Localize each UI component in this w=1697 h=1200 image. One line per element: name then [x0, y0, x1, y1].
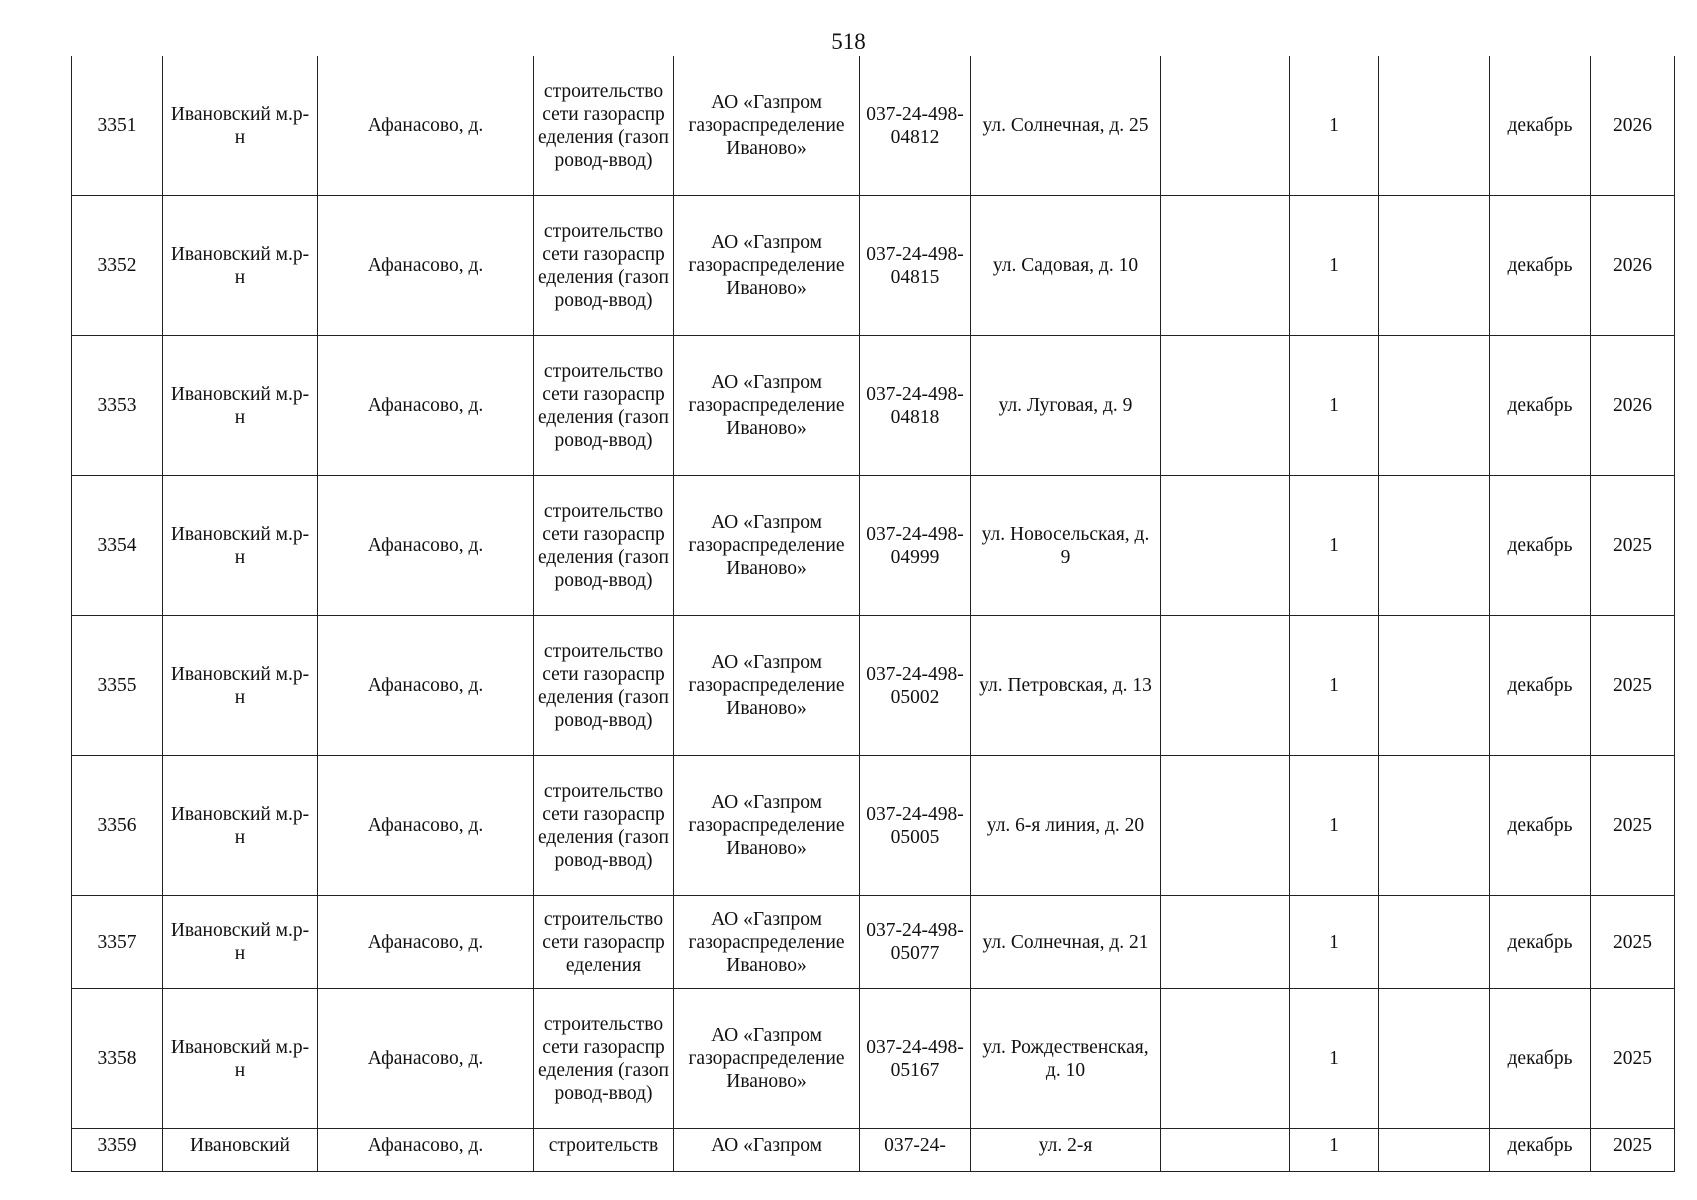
- cell-code: 037-24-498-04999: [860, 476, 971, 616]
- cell-district: Ивановский м.р-н: [163, 56, 318, 196]
- table-row: [72, 1129, 1675, 1172]
- cell-month: декабрь: [1490, 476, 1591, 616]
- cell-locality: Афанасово, д.: [318, 1129, 534, 1172]
- cell-year: 2025: [1591, 476, 1675, 616]
- table-row: [72, 896, 1675, 989]
- cell-locality: Афанасово, д.: [318, 196, 534, 336]
- cell-organization: АО «Газпром газораспределение Иваново»: [674, 896, 860, 989]
- cell-locality: Афанасово, д.: [318, 476, 534, 616]
- cell-number: 3353: [72, 336, 163, 476]
- cell-locality: Афанасово, д.: [318, 896, 534, 989]
- cell-organization: АО «Газпром газораспределение Иваново»: [674, 336, 860, 476]
- cell-work-type: строительство сети газораспределения (газопровод-ввод): [534, 616, 674, 756]
- cell-quantity: 1: [1290, 989, 1379, 1129]
- cell-empty: [1161, 196, 1290, 336]
- cell-month: декабрь: [1490, 616, 1591, 756]
- cell-quantity: 1: [1290, 616, 1379, 756]
- table-row: [72, 989, 1675, 1129]
- cell-empty: [1161, 616, 1290, 756]
- cell-work-type: строительство сети газораспределения: [534, 896, 674, 989]
- cell-organization: АО «Газпром газораспределение Иваново»: [674, 989, 860, 1129]
- cell-district: Ивановский м.р-н: [163, 989, 318, 1129]
- table-row: [72, 756, 1675, 896]
- cell-quantity: 1: [1290, 336, 1379, 476]
- cell-code: 037-24-498-05167: [860, 989, 971, 1129]
- cell-address: ул. Петровская, д. 13: [971, 616, 1161, 756]
- cell-year: 2026: [1591, 336, 1675, 476]
- page-number: 518: [831, 29, 866, 54]
- cell-month: декабрь: [1490, 756, 1591, 896]
- cell-empty: [1161, 476, 1290, 616]
- data-table: [71, 56, 1675, 1172]
- cell-empty: [1379, 616, 1490, 756]
- cell-code: 037-24-498-05005: [860, 756, 971, 896]
- cell-district: Ивановский: [163, 1129, 318, 1172]
- cell-locality: Афанасово, д.: [318, 989, 534, 1129]
- cell-empty: [1379, 1129, 1490, 1172]
- cell-empty: [1379, 896, 1490, 989]
- cell-empty: [1379, 756, 1490, 896]
- cell-address: ул. 6-я линия, д. 20: [971, 756, 1161, 896]
- cell-address: ул. Солнечная, д. 25: [971, 56, 1161, 196]
- cell-code: 037-24-498-05077: [860, 896, 971, 989]
- cell-code: 037-24-498-05002: [860, 616, 971, 756]
- cell-quantity: 1: [1290, 1129, 1379, 1172]
- cell-quantity: 1: [1290, 56, 1379, 196]
- cell-number: 3356: [72, 756, 163, 896]
- cell-work-type: строительство сети газораспределения (газопровод-ввод): [534, 196, 674, 336]
- cell-work-type: строительство сети газораспределения (газопровод-ввод): [534, 989, 674, 1129]
- cell-address: ул. Садовая, д. 10: [971, 196, 1161, 336]
- cell-empty: [1379, 989, 1490, 1129]
- cell-empty: [1161, 336, 1290, 476]
- table-row: [72, 616, 1675, 756]
- cell-month: декабрь: [1490, 1129, 1591, 1172]
- cell-month: декабрь: [1490, 896, 1591, 989]
- cell-empty: [1379, 476, 1490, 616]
- cell-address: ул. Новосельская, д. 9: [971, 476, 1161, 616]
- cell-code: 037-24-: [860, 1129, 971, 1172]
- cell-quantity: 1: [1290, 896, 1379, 989]
- cell-locality: Афанасово, д.: [318, 56, 534, 196]
- cell-organization: АО «Газпром газораспределение Иваново»: [674, 56, 860, 196]
- cell-work-type: строительство сети газораспределения (газопровод-ввод): [534, 336, 674, 476]
- cell-organization: АО «Газпром газораспределение Иваново»: [674, 196, 860, 336]
- cell-empty: [1379, 196, 1490, 336]
- cell-district: Ивановский м.р-н: [163, 616, 318, 756]
- cell-district: Ивановский м.р-н: [163, 336, 318, 476]
- cell-year: 2026: [1591, 56, 1675, 196]
- cell-locality: Афанасово, д.: [318, 756, 534, 896]
- cell-number: 3355: [72, 616, 163, 756]
- cell-month: декабрь: [1490, 989, 1591, 1129]
- cell-work-type: строительство сети газораспределения (газопровод-ввод): [534, 756, 674, 896]
- cell-district: Ивановский м.р-н: [163, 476, 318, 616]
- cell-year: 2026: [1591, 196, 1675, 336]
- cell-address: ул. Рождественская, д. 10: [971, 989, 1161, 1129]
- table-row: [72, 336, 1675, 476]
- cell-address: ул. Луговая, д. 9: [971, 336, 1161, 476]
- cell-code: 037-24-498-04818: [860, 336, 971, 476]
- gas-connection-table: [71, 56, 1674, 1172]
- table-row: [72, 196, 1675, 336]
- cell-work-type: строительств: [534, 1129, 674, 1172]
- cell-year: 2025: [1591, 1129, 1675, 1172]
- cell-empty: [1379, 336, 1490, 476]
- cell-number: 3359: [72, 1129, 163, 1172]
- cell-empty: [1161, 1129, 1290, 1172]
- cell-month: декабрь: [1490, 196, 1591, 336]
- cell-empty: [1161, 756, 1290, 896]
- cell-quantity: 1: [1290, 476, 1379, 616]
- cell-number: 3352: [72, 196, 163, 336]
- cell-address: ул. 2-я: [971, 1129, 1161, 1172]
- table-row: [72, 476, 1675, 616]
- cell-month: декабрь: [1490, 56, 1591, 196]
- cell-code: 037-24-498-04815: [860, 196, 971, 336]
- cell-number: 3358: [72, 989, 163, 1129]
- cell-code: 037-24-498-04812: [860, 56, 971, 196]
- cell-organization: АО «Газпром газораспределение Иваново»: [674, 476, 860, 616]
- cell-organization: АО «Газпром газораспределение Иваново»: [674, 616, 860, 756]
- cell-quantity: 1: [1290, 756, 1379, 896]
- cell-locality: Афанасово, д.: [318, 616, 534, 756]
- cell-empty: [1161, 896, 1290, 989]
- cell-address: ул. Солнечная, д. 21: [971, 896, 1161, 989]
- cell-number: 3351: [72, 56, 163, 196]
- cell-work-type: строительство сети газораспределения (газопровод-ввод): [534, 476, 674, 616]
- cell-empty: [1379, 56, 1490, 196]
- cell-organization: АО «Газпром: [674, 1129, 860, 1172]
- table-row: [72, 56, 1675, 196]
- cell-year: 2025: [1591, 989, 1675, 1129]
- cell-empty: [1161, 989, 1290, 1129]
- cell-work-type: строительство сети газораспределения (газопровод-ввод): [534, 56, 674, 196]
- cell-district: Ивановский м.р-н: [163, 896, 318, 989]
- cell-empty: [1161, 56, 1290, 196]
- cell-number: 3354: [72, 476, 163, 616]
- cell-locality: Афанасово, д.: [318, 336, 534, 476]
- cell-year: 2025: [1591, 616, 1675, 756]
- cell-number: 3357: [72, 896, 163, 989]
- cell-year: 2025: [1591, 896, 1675, 989]
- cell-month: декабрь: [1490, 336, 1591, 476]
- cell-quantity: 1: [1290, 196, 1379, 336]
- cell-district: Ивановский м.р-н: [163, 196, 318, 336]
- cell-district: Ивановский м.р-н: [163, 756, 318, 896]
- cell-organization: АО «Газпром газораспределение Иваново»: [674, 756, 860, 896]
- cell-year: 2025: [1591, 756, 1675, 896]
